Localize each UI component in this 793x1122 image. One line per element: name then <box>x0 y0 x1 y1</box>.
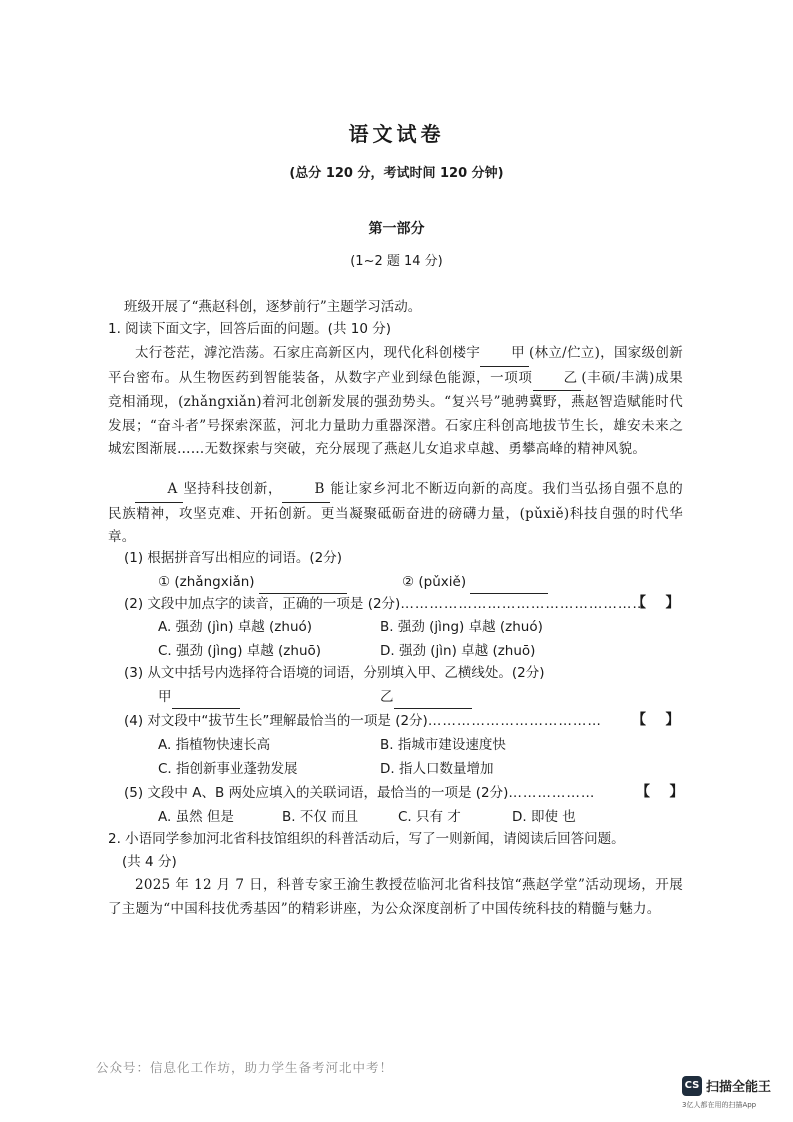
sub4-option-a[interactable]: A. 指植物快速长高 <box>158 737 271 753</box>
q1-passage-1 <box>108 342 683 462</box>
sub3-yi <box>380 686 472 709</box>
sub1-b <box>402 571 548 594</box>
sub2-option-a[interactable]: A. 强劲 (jìn) 卓越 (zhuó) <box>158 619 313 635</box>
blank-b: B <box>282 478 330 503</box>
sub1-a-pinyin: ① (zhǎngxiǎn) <box>158 574 255 590</box>
answer-bracket[interactable]: 【 】 <box>636 784 684 800</box>
dot-leader: …………………………………………… <box>400 596 647 612</box>
q2-heading: 2. 小语同学参加河北省科技馆组织的科普活动后，写了一则新闻，请阅读后回答问题。 <box>108 831 625 847</box>
part-heading: 第一部分 <box>368 221 425 237</box>
sub5-option-c[interactable]: C. 只有 才 <box>398 809 461 825</box>
sub5-label <box>124 782 595 804</box>
page-title: 语文试卷 <box>348 122 445 146</box>
sub1-b-pinyin: ② (pǔxiě) <box>402 574 467 590</box>
sub3-label: (3) 从文中括号内选择符合语境的词语，分别填入甲、乙横线处。(2分) <box>124 665 545 681</box>
q2-score: (共 4 分) <box>122 854 177 870</box>
sub1-label: (1) 根据拼音写出相应的词语。(2分) <box>124 550 343 566</box>
dot-leader: ……………………………… <box>427 713 602 729</box>
footer-watermark: 公众号：信息化工作坊，助力学生备考河北中考！ <box>96 1060 394 1075</box>
q1-passage-2 <box>108 478 683 550</box>
sub4-label-text: (4) 对文段中“拔节生长”理解最恰当的一项是 (2分) <box>124 713 428 729</box>
sub2-option-c[interactable]: C. 强劲 (jìng) 卓越 (zhuō) <box>158 643 322 659</box>
sub5-option-d[interactable]: D. 即使 也 <box>512 809 576 825</box>
sub5-option-a[interactable]: A. 虽然 但是 <box>158 809 234 825</box>
passage-text: 坚持科技创新， <box>183 481 283 497</box>
passage-text: (林立/伫立)，国家级创新平台密布。从生物医药到智能装备，从数字产业到绿色能源，一项项 <box>108 345 684 386</box>
sub4-label <box>124 710 602 732</box>
q1-heading: 1. 阅读下面文字，回答后面的问题。(共 10 分) <box>108 321 391 337</box>
passage-text: 能让家乡河北不断迈向新的高度。我们当弘扬自强不息的民族精神，攻坚克难、开拓创新。更当凝聚砥砺奋进的磅礴力量，(pǔxiě)科技自强的时代华章。 <box>108 481 683 545</box>
sub5-label-text: (5) 文段中 A、B 两处应填入的关联词语，最恰当的一项是 (2分) <box>124 785 509 801</box>
sub2-label <box>124 593 647 615</box>
blank-yi: 乙 <box>533 367 582 392</box>
blank-jia: 甲 <box>480 342 529 367</box>
sub3-yi-answer[interactable] <box>394 686 472 709</box>
dot-leader: ……………… <box>508 785 596 801</box>
sub5-option-b[interactable]: B. 不仅 而且 <box>282 809 359 825</box>
sub1-a-answer[interactable] <box>259 571 347 594</box>
q2-passage: 2025 年 12 月 7 日，科普专家王渝生教授莅临河北省科技馆“燕赵学堂”活动现场，开展了主题为“中国科技优秀基因”的精彩讲座，为公众深度剖析了中国传统科技的精髓与魅力。 <box>108 877 683 917</box>
answer-bracket[interactable]: 【 】 <box>632 595 680 611</box>
exam-subtitle: (总分 120 分，考试时间 120 分钟) <box>289 166 504 181</box>
sub3-jia-label: 甲 <box>158 689 172 705</box>
part-range: (1~2 题 14 分) <box>350 254 443 269</box>
logo-tagline: 3亿人都在用的扫描App <box>682 1101 757 1109</box>
answer-bracket[interactable]: 【 】 <box>632 712 680 728</box>
sub3-jia-answer[interactable] <box>172 686 240 709</box>
scanner-logo <box>682 1072 782 1112</box>
logo-mark: CS <box>682 1076 702 1096</box>
blank-a: A <box>135 478 183 503</box>
passage-text: 太行苍茫，滹沱浩荡。石家庄高新区内，现代化科创楼宇 <box>135 345 481 361</box>
sub4-option-c[interactable]: C. 指创新事业蓬勃发展 <box>158 761 298 777</box>
passage-text: (丰硕/丰满)成果竞相涌现，(zhǎngxiǎn)着河北创新发展的强劲势头。“复兴号”驰骋冀野，燕赵智造赋能时代发展；“奋斗者”号探索深蓝，河北力量助力重器深潜。石家庄科创高地拔节生长，雄安未来之城宏图渐展……无数探索与突破，充分展现了燕赵儿女追求卓越、勇攀高峰的精神风貌。 <box>108 369 683 457</box>
sub1-a <box>158 571 347 594</box>
sub2-option-d[interactable]: D. 强劲 (jìn) 卓越 (zhuō) <box>380 643 536 659</box>
sub1-b-answer[interactable] <box>470 571 548 594</box>
sub2-option-b[interactable]: B. 强劲 (jìng) 卓越 (zhuó) <box>380 619 543 635</box>
sub4-option-b[interactable]: B. 指城市建设速度快 <box>380 737 506 753</box>
intro-text: 班级开展了“燕赵科创，逐梦前行”主题学习活动。 <box>124 299 422 315</box>
sub3-jia <box>158 686 240 709</box>
sub2-label-text: (2) 文段中加点字的读音，正确的一项是 (2分) <box>124 596 401 612</box>
sub4-option-d[interactable]: D. 指人口数量增加 <box>380 761 494 777</box>
logo-name: 扫描全能王 <box>706 1080 772 1095</box>
sub3-yi-label: 乙 <box>380 689 394 705</box>
